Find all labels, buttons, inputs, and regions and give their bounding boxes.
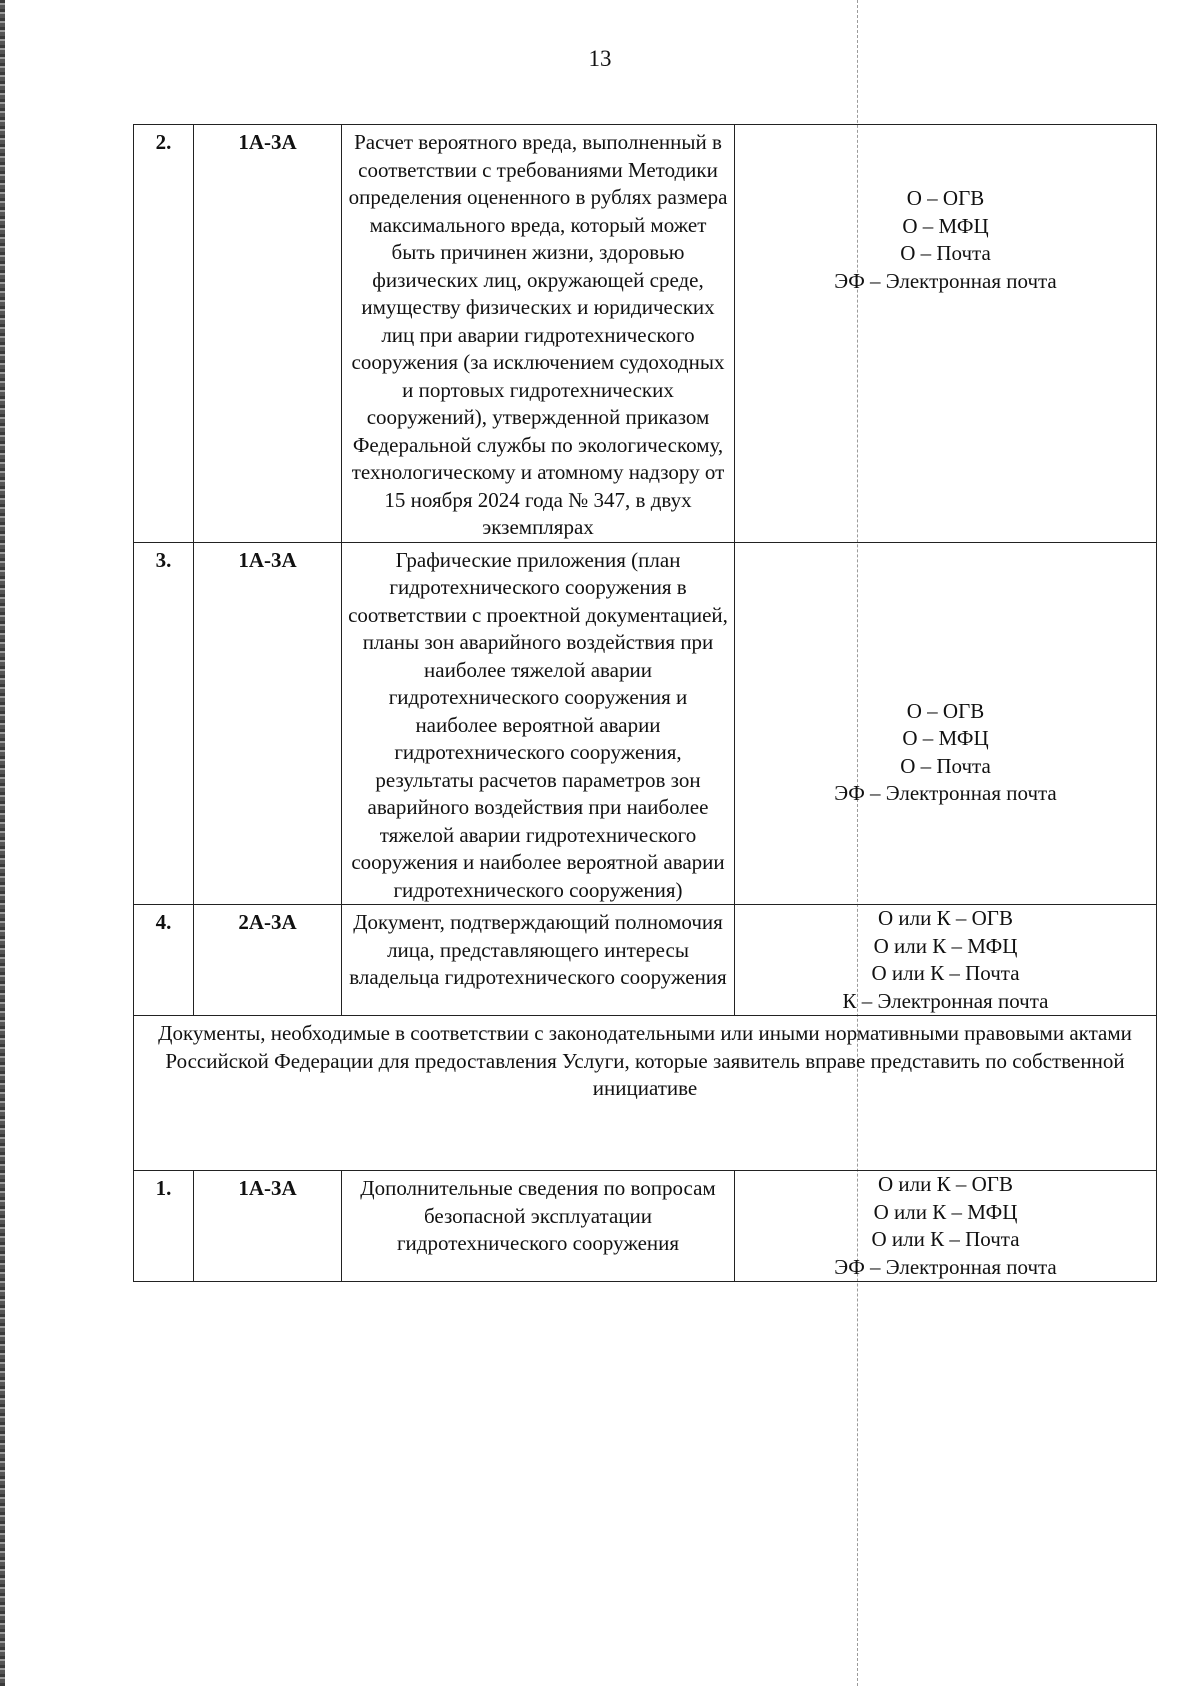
method-line: О или К – ОГВ: [878, 906, 1013, 930]
row-description: Расчет вероятного вреда, выполненный в соответствии с требованиями Методики определения оцененного в рублях размера максимального вреда, который может быть причинен жизни, здоровью физических лиц, окружающей среде, имуществу физических и юридических лиц при аварии гидротехнического сооружения (за исключением судоходных и портовых гидротехнических сооружений), утвержденной приказом Федеральной службы по экологическому, технологическому и атомному надзору от 15 ноября 2024 года № 347, в двух экземплярах: [342, 125, 735, 543]
submission-methods: [735, 542, 1157, 905]
scan-edge: [0, 0, 5, 1686]
submission-methods: [735, 125, 1157, 543]
method-line: О или К – Почта: [871, 961, 1020, 985]
table-row: [134, 125, 1157, 543]
documents-table: [133, 124, 1157, 1282]
method-line: К – Электронная почта: [842, 988, 1049, 1013]
method-line: О или К – ОГВ: [878, 1172, 1013, 1196]
method-line: ЭФ – Электронная почта: [834, 1254, 1057, 1279]
section-heading: Документы, необходимые в соответствии с законодательными или иными нормативными правовыми актами Российской Федерации для предоставления Услуги, которые заявитель вправе представить по собственной инициативе: [134, 1016, 1157, 1171]
method-line: ЭФ – Электронная почта: [834, 781, 1057, 805]
submission-methods: [735, 905, 1157, 1016]
row-code: 2А-3А: [194, 905, 342, 1016]
method-line: О – ОГВ: [906, 186, 985, 210]
row-number: 1.: [134, 1171, 194, 1282]
section-heading-row: [134, 1016, 1157, 1171]
method-line: О или К – МФЦ: [873, 933, 1018, 958]
submission-methods: [735, 1171, 1157, 1282]
table-row: [134, 542, 1157, 905]
row-description: Дополнительные сведения по вопросам безопасной эксплуатации гидротехнического сооружения: [342, 1171, 735, 1282]
page-number: 13: [588, 46, 612, 71]
row-code: 1А-3А: [194, 125, 342, 543]
method-line: О или К – Почта: [871, 1227, 1020, 1251]
row-number: 3.: [134, 542, 194, 905]
row-number: 4.: [134, 905, 194, 1016]
method-line: О или К – МФЦ: [873, 1199, 1018, 1224]
method-line: О – ОГВ: [906, 698, 985, 723]
row-description: Документ, подтверждающий полномочия лица, представляющего интересы владельца гидротехнического сооружения: [342, 905, 735, 1016]
method-line: О – Почта: [900, 753, 991, 778]
table-row: [134, 1171, 1157, 1282]
method-line: О – Почта: [900, 241, 991, 265]
method-line: ЭФ – Электронная почта: [834, 268, 1057, 293]
table-row: [134, 905, 1157, 1016]
method-line: О – МФЦ: [902, 213, 989, 238]
row-number: 2.: [134, 125, 194, 543]
row-code: 1А-3А: [194, 1171, 342, 1282]
method-line: О – МФЦ: [902, 726, 989, 750]
row-code: 1А-3А: [194, 542, 342, 905]
row-description: Графические приложения (план гидротехнического сооружения в соответствии с проектной документацией, планы зон аварийного воздействия при наиболее тяжелой аварии гидротехнического сооружения и наиболее вероятной аварии гидротехнического сооружения, результаты расчетов параметров зон аварийного воздействия при наиболее тяжелой аварии гидротехнического сооружения и наиболее вероятной аварии гидротехнического сооружения): [342, 542, 735, 905]
